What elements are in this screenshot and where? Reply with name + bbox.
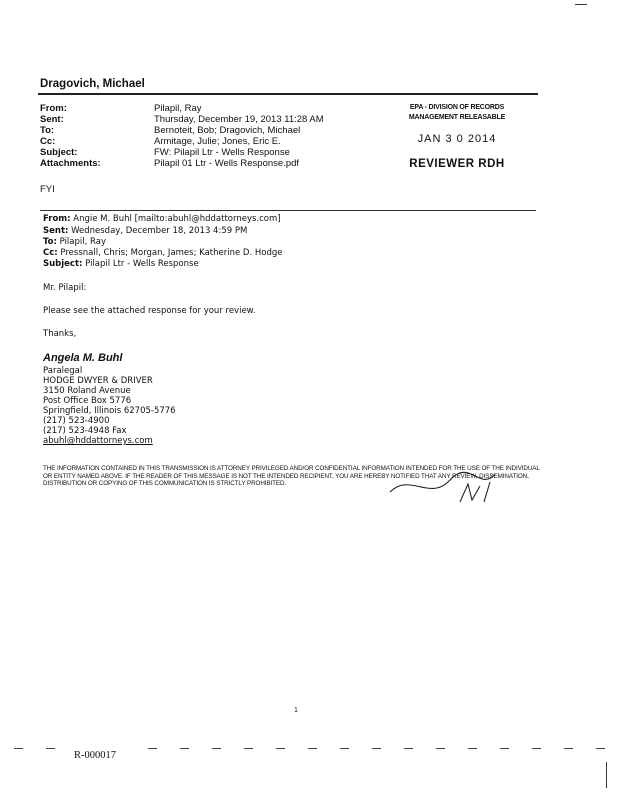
fw-from-label: From:: [43, 214, 71, 224]
signature-name: Angela M. Buhl: [43, 352, 123, 364]
reviewer-initials-scribble: [380, 462, 510, 510]
fw-subject-value: Pilapil Ltr - Wells Response: [85, 259, 199, 269]
fw-to-value: Pilapil, Ray: [59, 237, 106, 247]
mailbox-owner: Dragovich, Michael: [40, 78, 145, 90]
to-label: To:: [40, 125, 55, 136]
email-message: Please see the attached response for your review.: [43, 306, 256, 316]
owner-divider: [38, 93, 538, 95]
corner-mark: [575, 4, 587, 5]
fw-to-label: To:: [43, 237, 57, 247]
signature-title: Paralegal: [43, 366, 83, 376]
from-label: From:: [40, 103, 67, 114]
release-stamp-reviewer: REVIEWER RDH: [409, 158, 505, 170]
subject-value: FW: Pilapil Ltr - Wells Response: [154, 147, 290, 158]
sent-value: Thursday, December 19, 2013 11:28 AM: [154, 114, 324, 125]
fw-from-value[interactable]: Angie M. Buhl [mailto:abuhl@hddattorneys.com]: [73, 214, 281, 224]
cc-value: Armitage, Julie; Jones, Eric E.: [154, 136, 281, 147]
fyi-note: FYI: [40, 184, 55, 195]
fw-from-row: [43, 214, 281, 224]
fw-subject-row: [43, 259, 199, 269]
email-closing: Thanks,: [43, 329, 77, 339]
signature-phone: (217) 523-4900: [43, 416, 110, 426]
forward-divider: [40, 210, 536, 211]
bates-number: R-000017: [74, 750, 116, 761]
fw-sent-value: Wednesday, December 18, 2013 4:59 PM: [71, 226, 248, 236]
fw-to-row: [43, 237, 106, 247]
release-stamp-agency: EPA - DIVISION OF RECORDS MANAGEMENT RELEASABLE: [408, 104, 506, 121]
from-value: Pilapil, Ray: [154, 103, 202, 114]
fw-cc-value: Pressnall, Chris; Morgan, James; Katherine D. Hodge: [60, 248, 283, 258]
attachments-value[interactable]: Pilapil 01 Ltr - Wells Response.pdf: [154, 158, 300, 169]
cc-label: Cc:: [40, 136, 56, 147]
attachments-label: Attachments:: [40, 158, 101, 169]
edge-mark: [606, 762, 607, 788]
page-number: 1: [294, 707, 298, 714]
subject-label: Subject:: [40, 147, 78, 158]
signature-fax: (217) 523-4948 Fax: [43, 426, 127, 436]
signature-firm: HODGE DWYER & DRIVER: [43, 376, 153, 386]
signature-address2: Post Office Box 5776: [43, 396, 132, 406]
email-greeting: Mr. Pilapil:: [43, 283, 87, 293]
signature-address1: 3150 Roland Avenue: [43, 386, 131, 396]
to-value: Bernoteit, Bob; Dragovich, Michael: [154, 125, 301, 136]
fw-sent-row: [43, 226, 247, 236]
fw-cc-label: Cc:: [43, 248, 58, 258]
sent-label: Sent:: [40, 114, 64, 125]
fw-cc-row: [43, 248, 282, 258]
fw-subject-label: Subject:: [43, 259, 83, 269]
release-stamp-date: JAN 3 0 2014: [417, 133, 497, 145]
confidentiality-disclaimer: THE INFORMATION CONTAINED IN THIS TRANSMISSION IS ATTORNEY PRIVILEGED AND/OR CONFIDENTIAL INFORMATION INTENDED FOR THE USE OF THE INDIVIDUAL OR ENTITY NAMED ABOVE. IF THE READER OF THIS MESSAGE IS NOT THE INTENDED RECIPIENT, YOU ARE HEREBY NOTIFIED THAT ANY REVIEW, DISSEMINATION, DISTRIBUTION OR COPYING OF THIS COMMUNICATION IS STRICTLY PROHIBITED.: [43, 465, 540, 488]
signature-email-link[interactable]: abuhl@hddattorneys.com: [43, 436, 153, 446]
signature-city: Springfield, Illinois 62705-5776: [43, 406, 176, 416]
fw-sent-label: Sent:: [43, 226, 69, 236]
